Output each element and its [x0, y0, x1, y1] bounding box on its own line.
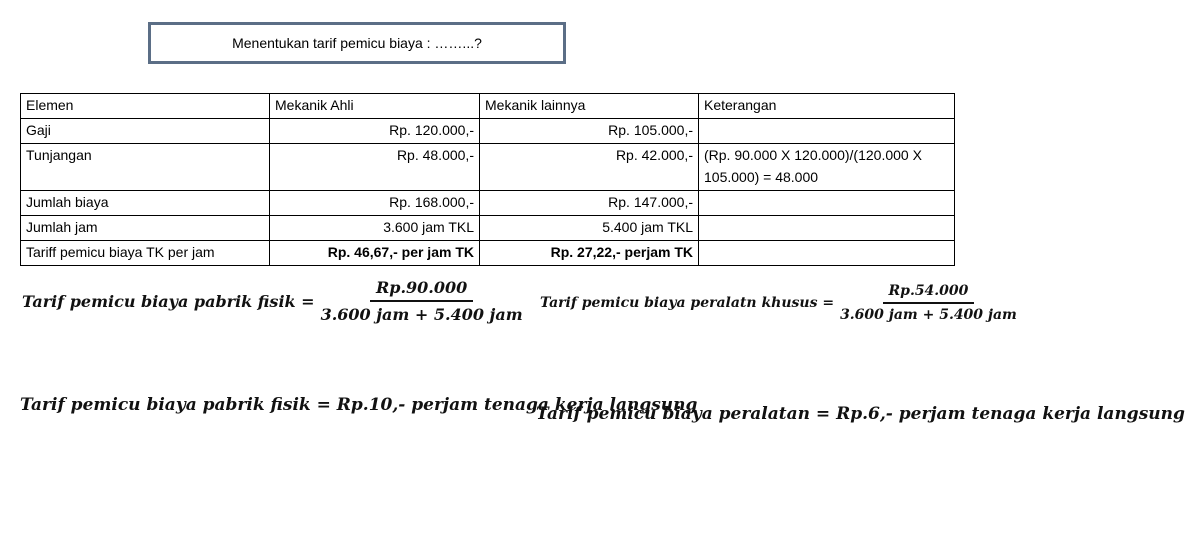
formula-label: Tarif pemicu biaya peralatn khusus = [540, 295, 835, 311]
formula-pabrik-fisik [22, 278, 523, 324]
table-row [21, 216, 955, 241]
formula-result-text: Tarif pemicu biaya pabrik fisik = Rp.10,- perjam tenaga kerja langsung [20, 395, 698, 415]
formula-result-peralatan [536, 404, 1185, 424]
cell-lainnya: Rp. 42.000,- [480, 144, 699, 191]
cell-keterangan: (Rp. 90.000 X 120.000)/(120.000 X 105.000) = 48.000 [699, 144, 955, 191]
formula-peralatan-khusus [540, 283, 1017, 323]
formula-denominator: 3.600 jam + 5.400 jam [320, 305, 523, 324]
table-row [21, 119, 955, 144]
cell-elemen: Tunjangan [21, 144, 270, 191]
formula-numerator: Rp.90.000 [370, 278, 473, 302]
formula-fraction [840, 283, 1017, 323]
cell-lainnya: Rp. 147.000,- [480, 191, 699, 216]
formula-result-text: Tarif pemicu biaya peralatan = Rp.6,- perjam tenaga kerja langsung [536, 404, 1185, 424]
formula-label: Tarif pemicu biaya pabrik fisik = [22, 291, 315, 311]
cell-keterangan [699, 191, 955, 216]
table-row [21, 191, 955, 216]
cell-ahli: Rp. 48.000,- [270, 144, 480, 191]
cell-elemen: Tariff pemicu biaya TK per jam [21, 241, 270, 266]
cell-lainnya: 5.400 jam TKL [480, 216, 699, 241]
cell-ahli: Rp. 46,67,- per jam TK [270, 241, 480, 266]
formula-fraction [321, 278, 523, 324]
header-mekanik-ahli: Mekanik Ahli [270, 94, 480, 119]
table-header-row [21, 94, 955, 119]
cell-ahli: Rp. 168.000,- [270, 191, 480, 216]
header-mekanik-lainnya: Mekanik lainnya [480, 94, 699, 119]
cell-keterangan [699, 119, 955, 144]
table-row [21, 241, 955, 266]
cell-keterangan [699, 241, 955, 266]
cost-table [20, 93, 955, 266]
title-box [148, 22, 566, 64]
cell-lainnya: Rp. 105.000,- [480, 119, 699, 144]
page-title: Menentukan tarif pemicu biaya : ……...? [232, 35, 482, 51]
cell-lainnya: Rp. 27,22,- perjam TK [480, 241, 699, 266]
cell-elemen: Jumlah biaya [21, 191, 270, 216]
cell-ahli: Rp. 120.000,- [270, 119, 480, 144]
cell-keterangan [699, 216, 955, 241]
header-elemen: Elemen [21, 94, 270, 119]
table-row [21, 144, 955, 191]
cell-elemen: Jumlah jam [21, 216, 270, 241]
header-keterangan: Keterangan [699, 94, 955, 119]
cell-elemen: Gaji [21, 119, 270, 144]
formula-numerator: Rp.54.000 [883, 283, 975, 304]
formula-denominator: 3.600 jam + 5.400 jam [840, 307, 1017, 323]
cell-ahli: 3.600 jam TKL [270, 216, 480, 241]
